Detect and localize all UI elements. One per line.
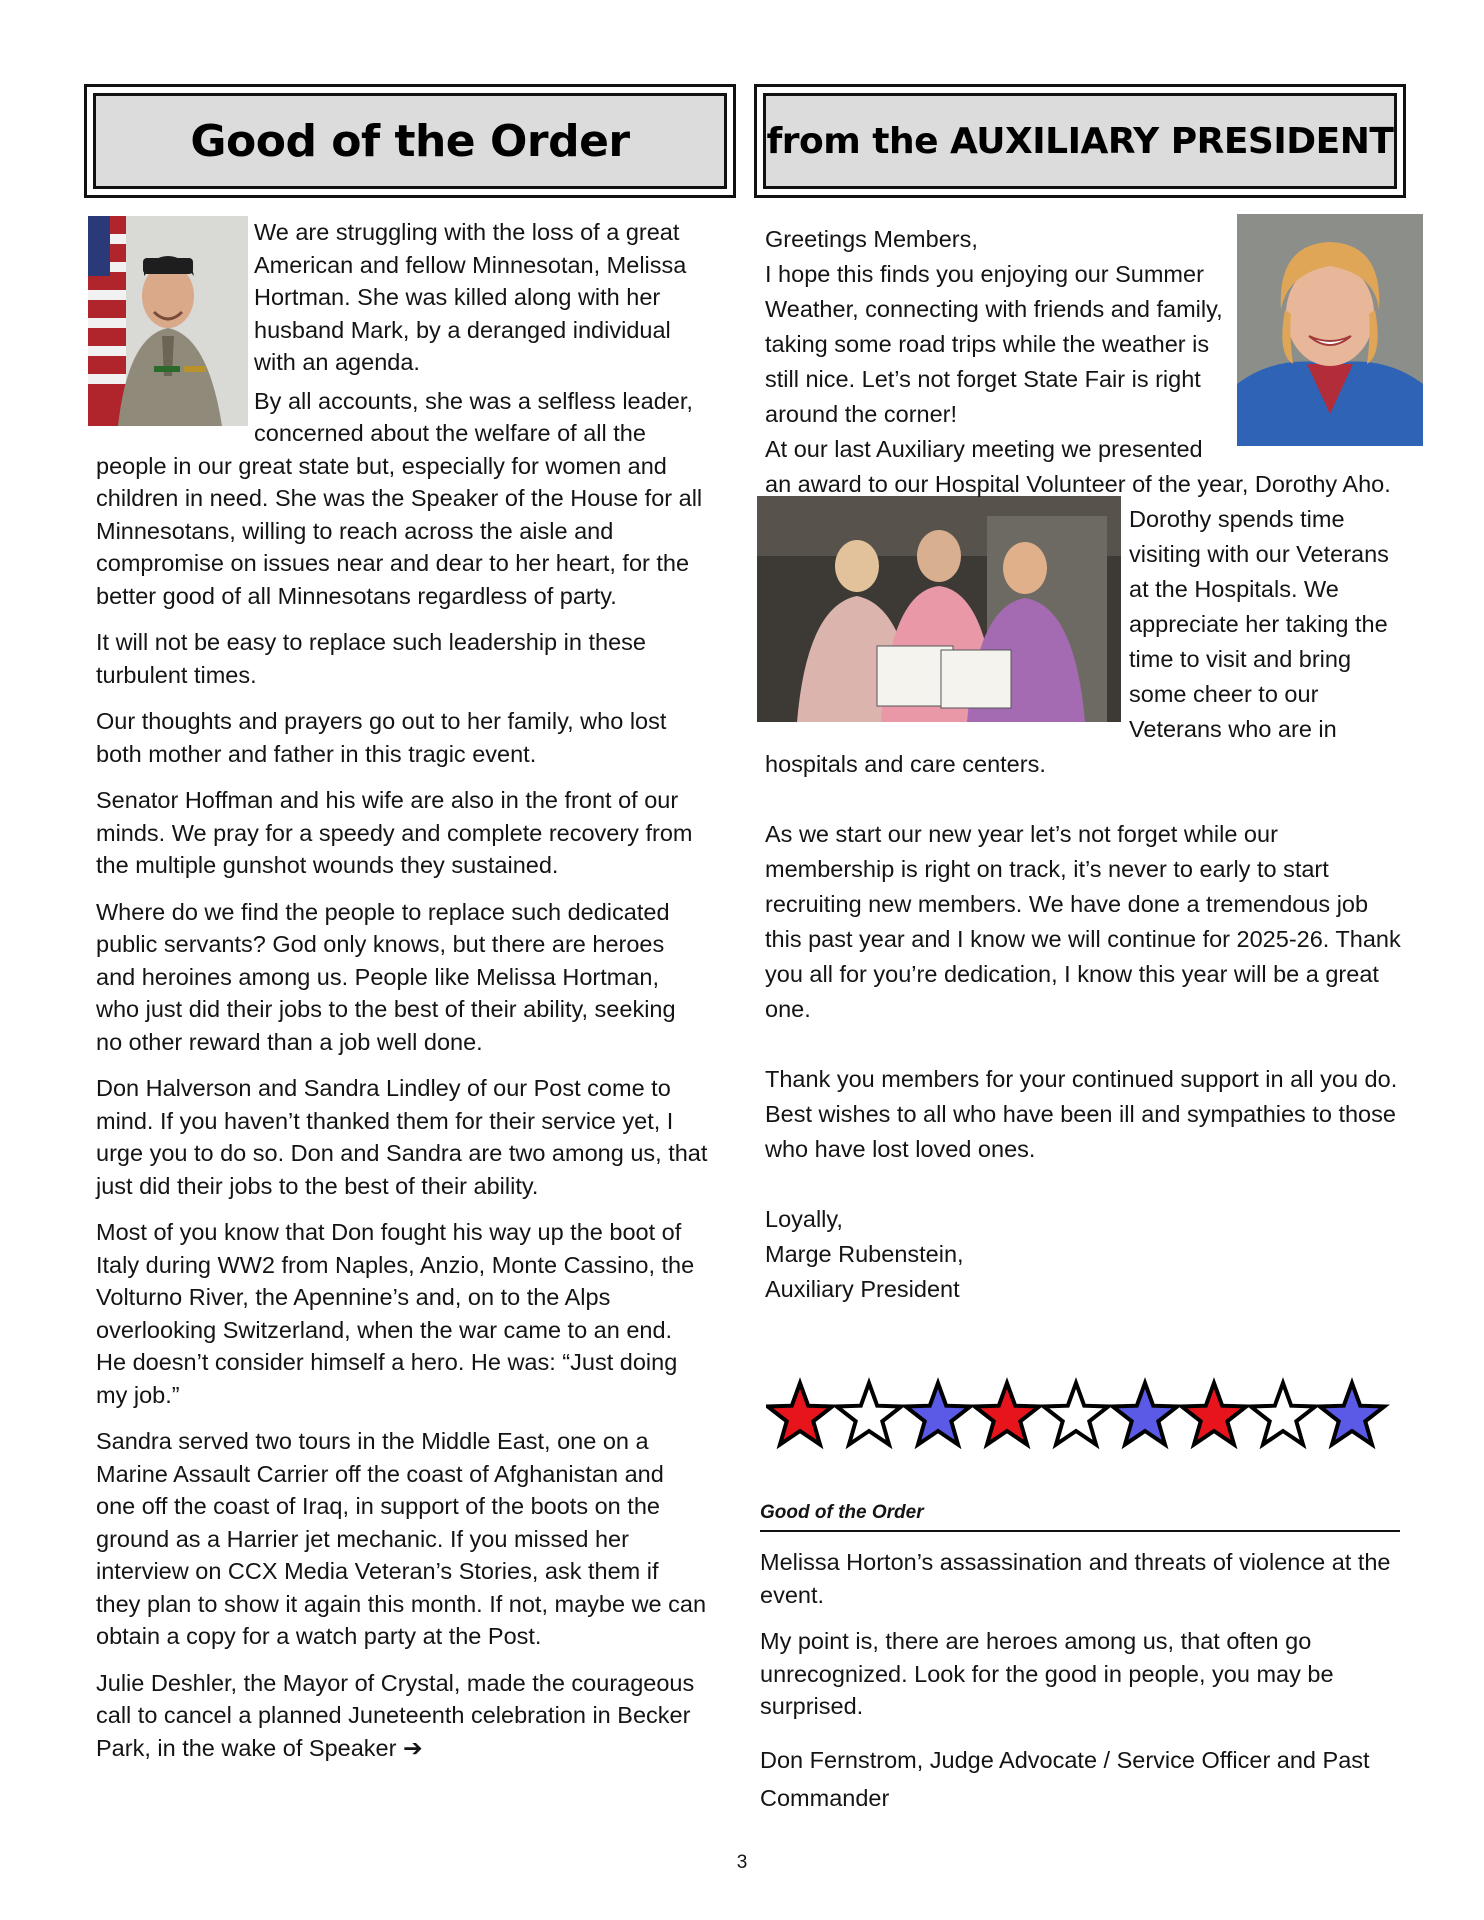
signature-title: Auxiliary President xyxy=(765,1276,960,1302)
left-paragraph-5: Senator Hoffman and his wife are also in the front of our minds. We pray for a speedy and complete recovery from the multiple gunshot wounds they sustained. xyxy=(96,787,693,878)
dorothy-text: Dorothy spends time visiting with our Veterans at the Hospitals. We appreciate her taking the time to visit and bring some cheer to our Veterans who are in hospitals and care centers. xyxy=(765,506,1389,777)
spacer xyxy=(765,1027,1405,1062)
intro-text: I hope this finds you enjoying our Summer Weather, connecting with friends and family, taking some road trips while the weather is still nice. Let’s not forget State Fair is right around the corner! xyxy=(765,261,1223,427)
left-header-inner xyxy=(93,93,727,189)
star-divider-svg xyxy=(766,1375,1406,1455)
right-header-box xyxy=(754,84,1406,198)
star-icon xyxy=(1320,1383,1385,1445)
left-paragraph-1: We are struggling with the loss of a great American and fellow Minnesotan, Melissa Hortman. She was killed along with her husband Mark, by a deranged individual with an agenda. xyxy=(254,219,687,375)
left-paragraph-10 xyxy=(96,1667,708,1765)
thanks-text: Thank you members for your continued support in all you do. Best wishes to all who have been ill and sympathies to those who have lost loved ones. xyxy=(765,1066,1398,1162)
good-of-order-title: Good of the Order xyxy=(760,1500,1400,1532)
veteran-photo xyxy=(88,216,248,426)
good-of-order-signature: Don Fernstrom, Judge Advocate / Service Officer and Past Commander xyxy=(760,1746,1370,1811)
greeting-text: Greetings Members, xyxy=(765,226,978,252)
left-paragraph-7: Don Halverson and Sandra Lindley of our Post come to mind. If you haven’t thanked them for their service yet, I urge you to do so. Don and Sandra are two among us, that just did their jobs to the best of their ability. xyxy=(96,1075,708,1199)
star-icon xyxy=(975,1383,1040,1445)
award-photo xyxy=(757,496,1121,722)
left-header-box xyxy=(84,84,736,198)
spacer xyxy=(765,782,1405,817)
star-icon xyxy=(1044,1383,1109,1445)
page-number: 3 xyxy=(736,1852,748,1873)
star-icon xyxy=(837,1383,902,1445)
spacer xyxy=(765,1167,1405,1202)
left-paragraph-4: Our thoughts and prayers go out to her family, who lost both mother and father in this tragic event. xyxy=(96,708,667,767)
president-photo xyxy=(1237,214,1423,446)
good-of-order-section xyxy=(760,1500,1400,1831)
star-divider xyxy=(766,1375,1406,1460)
right-header-inner xyxy=(763,93,1397,189)
continue-arrow-icon: ➔ xyxy=(402,1734,423,1761)
left-paragraph-9: Sandra served two tours in the Middle East, one on a Marine Assault Carrier off the coast of Afghanistan and one off the coast of Iraq, in support of the boots on the ground as a Harrier jet mechanic. If you missed her interview on CCX Media Veteran’s Stories, ask them if they plan to show it again this month. If not, maybe we can obtain a copy for a watch party at the Post. xyxy=(96,1428,707,1649)
right-header-title: from the AUXILIARY PRESIDENT xyxy=(766,120,1394,162)
closing-text: Loyally, xyxy=(765,1206,843,1232)
star-icon xyxy=(1182,1383,1247,1445)
left-paragraph-10-text: Julie Deshler, the Mayor of Crystal, made the courageous call to cancel a planned Juneteenth celebration in Becker Park, in the wake of Speaker xyxy=(96,1669,695,1761)
star-icon xyxy=(906,1383,971,1445)
left-header-title: Good of the Order xyxy=(190,115,630,167)
left-column xyxy=(96,216,708,1778)
left-paragraph-3: It will not be easy to replace such leadership in these turbulent times. xyxy=(96,629,646,688)
left-paragraph-6: Where do we find the people to replace such dedicated public servants? God only knows, but there are heroes and heroines among us. People like Melissa Hortman, who just did their jobs to the best of their ability, seeking no other reward than a job well done. xyxy=(96,898,676,1055)
star-icon xyxy=(1251,1383,1316,1445)
star-icon xyxy=(1113,1383,1178,1445)
membership-text: As we start our new year let’s not forget while our membership is right on track, it’s never to early to start recruiting new members. We have done a tremendous job this past year and I know we will continue for 2025-26. Thank you all for you’re dedication, I know this year will be a great one. xyxy=(765,821,1401,1022)
star-icon xyxy=(768,1383,833,1445)
left-paragraph-2: By all accounts, she was a selfless leader, concerned about the welfare of all the people in our great state but, especially for women and children in need. She was the Speaker of the House for all Minnesotans, willing to reach across the aisle and compromise on issues near and dear to her heart, for the better good of all Minnesotans regardless of party. xyxy=(96,387,703,609)
good-of-order-p2: My point is, there are heroes among us, that often go unrecognized. Look for the good in people, you may be surprised. xyxy=(760,1628,1334,1719)
left-paragraph-8: Most of you know that Don fought his way up the boot of Italy during WW2 from Naples, Anzio, Monte Cassino, the Volturno River, the Apennine’s and, on to the Alps overlooking Switzerland, when the war came to an end. He doesn’t consider himself a hero. He was: “Just doing my job.” xyxy=(96,1219,695,1408)
award-text: At our last Auxiliary meeting we presented an award to our Hospital Volunteer of the year, Dorothy Aho. xyxy=(765,436,1391,497)
signature-name: Marge Rubenstein, xyxy=(765,1241,964,1267)
right-column xyxy=(765,222,1405,1307)
good-of-order-p1: Melissa Horton’s assassination and threats of violence at the event. xyxy=(760,1549,1391,1608)
